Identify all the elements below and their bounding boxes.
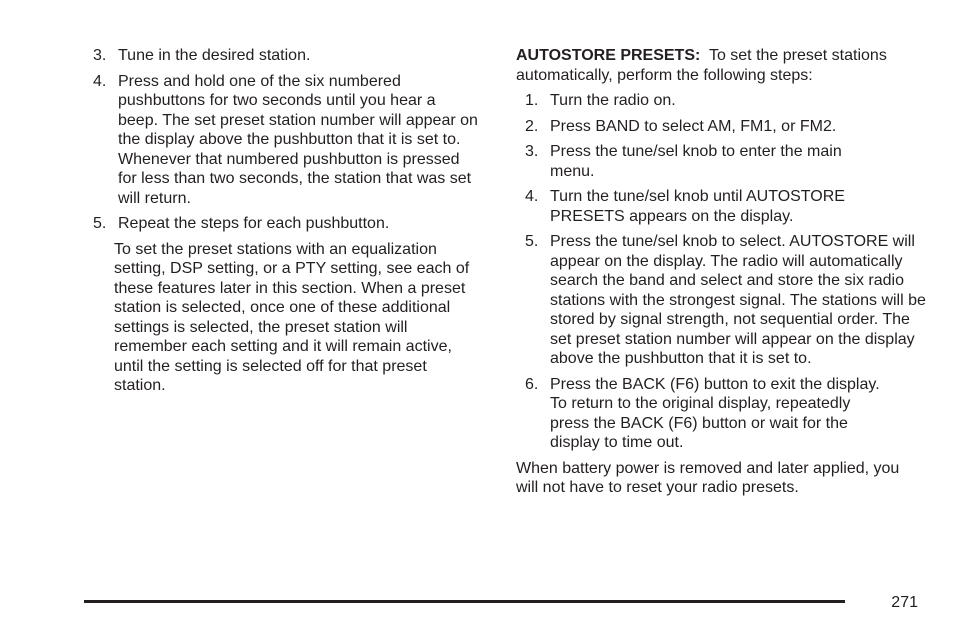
step-item [525, 187, 926, 226]
preset-note: To set the preset stations with an equalization setting, DSP setting, or a PTY setting, see each of these features later in this section. When a preset station is selected, once one of these additional settings is selected, the preset station will remember each setting and it will remain active, until the setting is selected off for that preset station. [114, 240, 470, 394]
step-item [93, 72, 488, 209]
footer-rule [84, 600, 845, 603]
page-number: 271 [891, 594, 918, 611]
step-item [525, 91, 926, 111]
step-text: Press the BACK (F6) button to exit the display. To return to the original display, repeatedly press the BACK (F6) button or wait for the display to time out. [550, 375, 880, 451]
step-number: 2. [525, 117, 539, 135]
step-text: Press the tune/sel knob to enter the main menu. [550, 143, 842, 180]
step-number: 4. [93, 72, 107, 90]
right-column [516, 46, 926, 504]
step-number: 6. [525, 375, 539, 393]
intro-text: To set the preset stations automatically, perform the following steps: [516, 47, 887, 84]
step-item [93, 46, 488, 66]
left-column [93, 46, 488, 402]
step-number: 5. [525, 233, 539, 250]
step-text: Turn the tune/sel knob until AUTOSTORE PRESETS appears on the display. [550, 188, 845, 225]
step-item [525, 232, 926, 369]
step-text: Tune in the desired station. [118, 47, 311, 64]
step-number: 3. [93, 47, 107, 64]
step-number: 4. [525, 188, 539, 205]
step-item [93, 214, 488, 234]
autostore-intro [516, 46, 921, 85]
step-text: Turn the radio on. [550, 92, 676, 109]
section-heading: AUTOSTORE PRESETS: [516, 47, 701, 64]
closing-note: When battery power is removed and later applied, you will not have to reset your radio presets. [516, 459, 900, 496]
step-text: Press and hold one of the six numbered pushbuttons for two seconds until you hear a beep. The set preset station number will appear on the display above the pushbutton that it is set to. Whenever that numbered pushbutton is pressed for less than two seconds, the station that was set will return. [118, 72, 478, 207]
step-text: Press the tune/sel knob to select. AUTOSTORE will appear on the display. The radio will automatically search the band and select and store the six radio stations with the strongest signal. The stations will be stored by signal strength, not sequential order. The set preset station number will appear on the display above the pushbutton that it is set to. [550, 233, 926, 367]
step-text: Repeat the steps for each pushbutton. [118, 215, 390, 232]
step-item [525, 142, 926, 181]
step-number: 1. [525, 92, 539, 109]
left-step-list [93, 46, 488, 234]
step-number: 5. [93, 215, 107, 232]
step-text: Press BAND to select AM, FM1, or FM2. [550, 117, 837, 135]
step-item [525, 375, 926, 453]
right-step-list [525, 91, 926, 453]
step-item [525, 117, 926, 137]
step-number: 3. [525, 143, 539, 160]
